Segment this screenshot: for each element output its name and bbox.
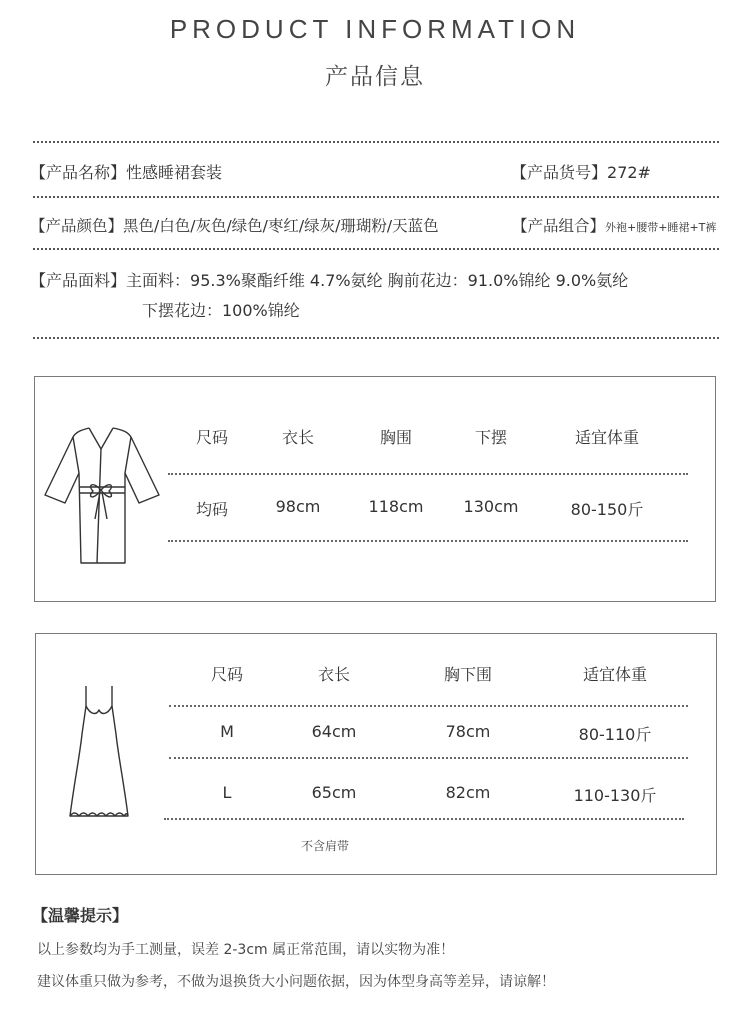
dress-cell: L xyxy=(222,783,232,802)
dress-cell: 64cm xyxy=(311,722,357,741)
dress-header-size: 尺码 xyxy=(210,665,243,684)
product-code-row xyxy=(511,160,651,183)
product-fabric-line1: 主面料：95.3%聚酯纤维 4.7%氨纶 胸前花边：91.0%锦纶 9.0%氨纶 xyxy=(126,271,629,290)
product-color-value: 黑色/白色/灰色/绿色/枣红/绿灰/珊瑚粉/天蓝色 xyxy=(123,217,439,235)
robe-header-size: 尺码 xyxy=(195,428,228,447)
robe-cell: 80-150斤 xyxy=(570,500,644,519)
robe-cell: 130cm xyxy=(463,497,519,516)
robe-header-bust: 胸围 xyxy=(379,428,412,447)
strap-note: 不含肩带 xyxy=(301,839,350,853)
robe-header-weight: 适宜体重 xyxy=(574,428,639,447)
dress-cell: M xyxy=(220,722,234,741)
dress-header-length: 衣长 xyxy=(317,665,350,684)
product-name-value: 性感睡裙套装 xyxy=(126,163,223,182)
table-divider xyxy=(164,818,684,820)
product-combo-row xyxy=(512,214,716,236)
product-color-label: 【产品颜色】 xyxy=(30,217,124,235)
product-code-label: 【产品货号】 xyxy=(511,163,608,182)
divider xyxy=(33,141,719,143)
table-divider xyxy=(169,757,688,759)
dress-cell: 82cm xyxy=(445,783,491,802)
divider xyxy=(33,248,719,250)
robe-cell: 118cm xyxy=(368,497,424,516)
dress-header-underbust: 胸下围 xyxy=(443,665,492,684)
product-name-label: 【产品名称】 xyxy=(30,163,127,182)
title-chinese: 产品信息 xyxy=(325,64,425,90)
product-color-row xyxy=(30,214,439,236)
robe-size-box xyxy=(34,376,716,602)
table-divider xyxy=(169,705,688,707)
tips-title: 【温馨提示】 xyxy=(32,906,129,925)
product-combo-value: 外袍+腰带+睡裙+T裤 xyxy=(605,221,717,234)
dress-size-box xyxy=(35,633,717,875)
product-combo-label: 【产品组合】 xyxy=(512,217,606,235)
slip-dress-illustration xyxy=(66,684,132,820)
product-fabric-row xyxy=(30,268,628,291)
product-fabric-line2: 下摆花边：100%锦纶 xyxy=(142,301,300,320)
robe-header-length: 衣长 xyxy=(281,428,314,447)
tips-line1: 以上参数均为手工测量，误差 2-3cm 属正常范围，请以实物为准！ xyxy=(37,942,455,958)
product-code-value: 272# xyxy=(607,163,651,182)
divider xyxy=(33,196,719,198)
robe-header-hem: 下摆 xyxy=(474,428,507,447)
table-divider xyxy=(168,473,688,475)
divider xyxy=(33,337,719,339)
dress-cell: 110-130斤 xyxy=(573,786,657,805)
dress-cell: 65cm xyxy=(311,783,357,802)
title-english: PRODUCT INFORMATION xyxy=(169,14,581,44)
tips-line2: 建议体重只做为参考，不做为退换货大小问题依据，因为体型身高等差异，请谅解！ xyxy=(37,974,555,990)
product-name-row xyxy=(30,160,222,183)
robe-cell: 均码 xyxy=(195,500,228,519)
table-divider xyxy=(168,540,688,542)
dress-cell: 78cm xyxy=(445,722,491,741)
dress-cell: 80-110斤 xyxy=(578,725,652,744)
robe-cell: 98cm xyxy=(275,497,321,516)
product-fabric-label: 【产品面料】 xyxy=(30,271,127,290)
robe-illustration xyxy=(43,423,161,569)
dress-header-weight: 适宜体重 xyxy=(582,665,647,684)
